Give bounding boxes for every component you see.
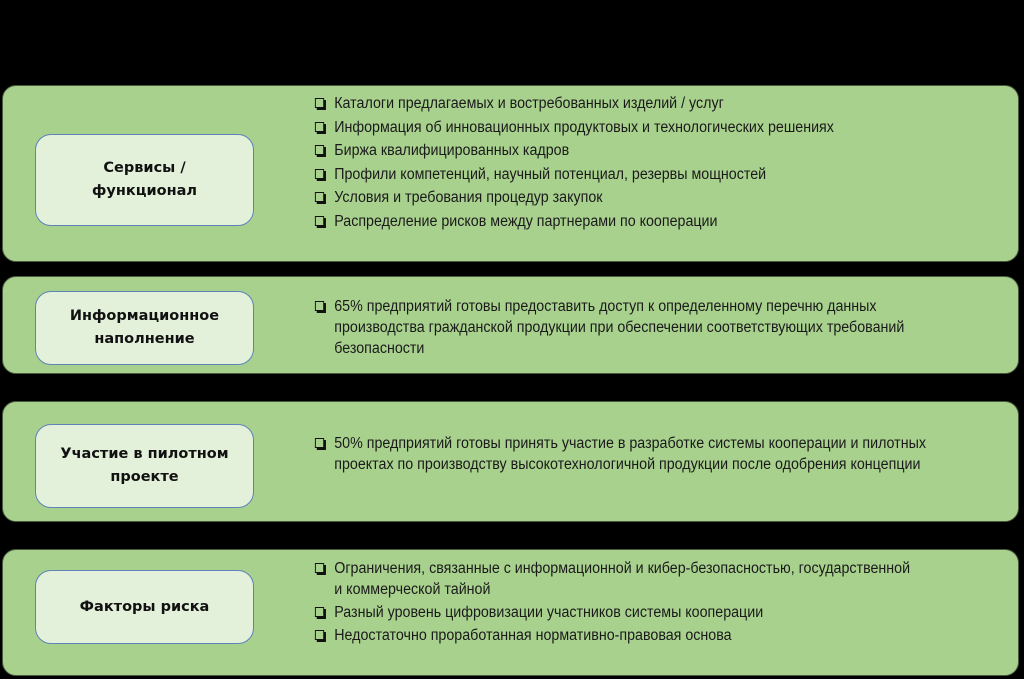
label-pilot-project xyxy=(35,424,254,508)
list-item: Каталоги предлагаемых и востребованных изделий / услуг xyxy=(314,92,934,116)
services-list xyxy=(314,92,934,233)
pilot-list xyxy=(314,433,943,475)
list-item: Информация об инновационных продуктовых и технологических решениях xyxy=(314,116,934,140)
checkbox-icon xyxy=(315,169,324,179)
list-item: Профили компетенций, научный потенциал, резервы мощностей xyxy=(314,163,934,187)
list-item: Условия и требования процедур закупок xyxy=(314,186,934,210)
label-information-content xyxy=(35,291,254,365)
list-item: Ограничения, связанные с информационной и кибер-безопасностью, государственной и коммерческой тайной xyxy=(314,558,943,600)
list-item: Биржа квалифицированных кадров xyxy=(314,139,934,163)
label-information-line-1: Информационное xyxy=(69,308,220,324)
label-pilot-line-2: проекте xyxy=(110,469,179,485)
checkbox-icon xyxy=(315,630,324,640)
list-item: Разный уровень цифровизации участников системы кооперации xyxy=(314,602,943,623)
panel-pilot-project xyxy=(2,401,1019,522)
list-item: Распределение рисков между партнерами по кооперации xyxy=(314,210,934,234)
list-item: Недостаточно проработанная нормативно-правовая основа xyxy=(314,625,943,646)
checkbox-icon xyxy=(315,301,324,311)
checkbox-icon xyxy=(315,607,324,617)
checkbox-icon xyxy=(315,438,324,448)
list-item: 65% предприятий готовы предоставить доступ к определенному перечню данных производства гражданской продукции при обеспечении соответствующих требований безопасности xyxy=(314,296,943,359)
checkbox-icon xyxy=(315,145,324,155)
label-services xyxy=(35,134,254,226)
label-information-line-2: наполнение xyxy=(94,331,195,347)
checkbox-icon xyxy=(315,122,324,132)
label-services-line-1: Сервисы / xyxy=(103,160,186,176)
checkbox-icon xyxy=(315,563,324,573)
checkbox-icon xyxy=(315,216,324,226)
label-services-line-2: функционал xyxy=(92,183,197,199)
checkbox-icon xyxy=(315,98,324,108)
label-risk-factors xyxy=(35,570,254,644)
panel-risk-factors xyxy=(2,549,1019,676)
information-list xyxy=(314,296,943,359)
checkbox-icon xyxy=(315,192,324,202)
label-pilot-line-1: Участие в пилотном xyxy=(60,446,229,462)
panel-services xyxy=(2,85,1019,262)
panel-information-content xyxy=(2,276,1019,374)
risk-list xyxy=(314,558,943,646)
label-risk-line-1: Факторы риска xyxy=(79,598,210,615)
list-item: 50% предприятий готовы принять участие в разработке системы кооперации и пилотных проектах по производству высокотехнологичной продукции после одобрения концепции xyxy=(314,433,943,475)
